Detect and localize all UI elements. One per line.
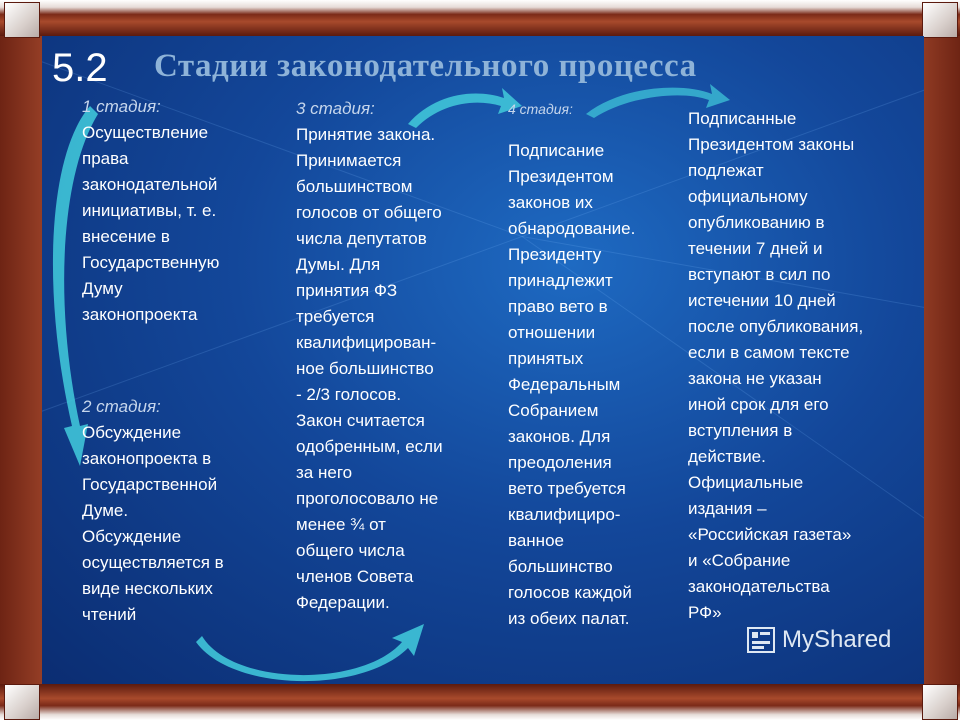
stage-3-label: 3 стадия:: [296, 99, 375, 118]
slide-title: Стадии законодательного процесса: [154, 48, 697, 84]
stage-4-text: Подписание Президентом законов их обнародование. Президенту принадлежит право вето в отношении принятых Федеральным Собранием законов. Для преодоления вето требуется квалифициро- ванное большинство голосов каждой из обеих палат.: [508, 141, 636, 628]
stage-1-text: Осуществление права законодательной инициативы, т. е. внесение в Государственную Думу законопроекта: [82, 123, 220, 324]
slide-panel: [42, 36, 924, 684]
frame-corner-top-right: [922, 2, 958, 38]
stage-3-text: Принятие закона. Принимается большинством голосов от общего числа депутатов Думы. Для принятия ФЗ требуется квалифицирован- ное большинство - 2/3 голосов. Закон считается одобренным, если за него проголосовало не менее ¾ от общего числа членов Совета Федерации.: [296, 125, 443, 612]
frame-bottom-border: [0, 684, 960, 720]
watermark-text: MyShared: [782, 626, 892, 653]
column-publication: [688, 106, 920, 626]
stage-2-text: Обсуждение законопроекта в Государственной Думе. Обсуждение осуществляется в виде нескольких чтений: [82, 423, 224, 624]
myshared-watermark: [746, 626, 891, 654]
publication-text: Подписанные Президентом законы подлежат официальному опубликованию в течении 7 дней и вступают в сил по истечении 10 дней после опубликования, если в самом тексте закона не указан иной срок для его вступления в действие. Официальные издания – «Российская газета» и «Собрание законодательства РФ»: [688, 109, 864, 622]
column-stage-4: [508, 96, 684, 632]
frame-corner-top-left: [4, 2, 40, 38]
myshared-logo-icon: [746, 626, 776, 654]
frame-corner-bottom-left: [4, 684, 40, 720]
slide-number: 5.2: [52, 46, 108, 90]
column-stages-1-2: [82, 94, 282, 628]
stage-1-label: 1 стадия:: [82, 97, 161, 116]
column-stage-3: [296, 96, 496, 616]
frame-corner-bottom-right: [922, 684, 958, 720]
stage-4-label: 4 стадия:: [508, 101, 573, 117]
stage-2-label: 2 стадия:: [82, 397, 161, 416]
frame-top-border: [0, 0, 960, 36]
